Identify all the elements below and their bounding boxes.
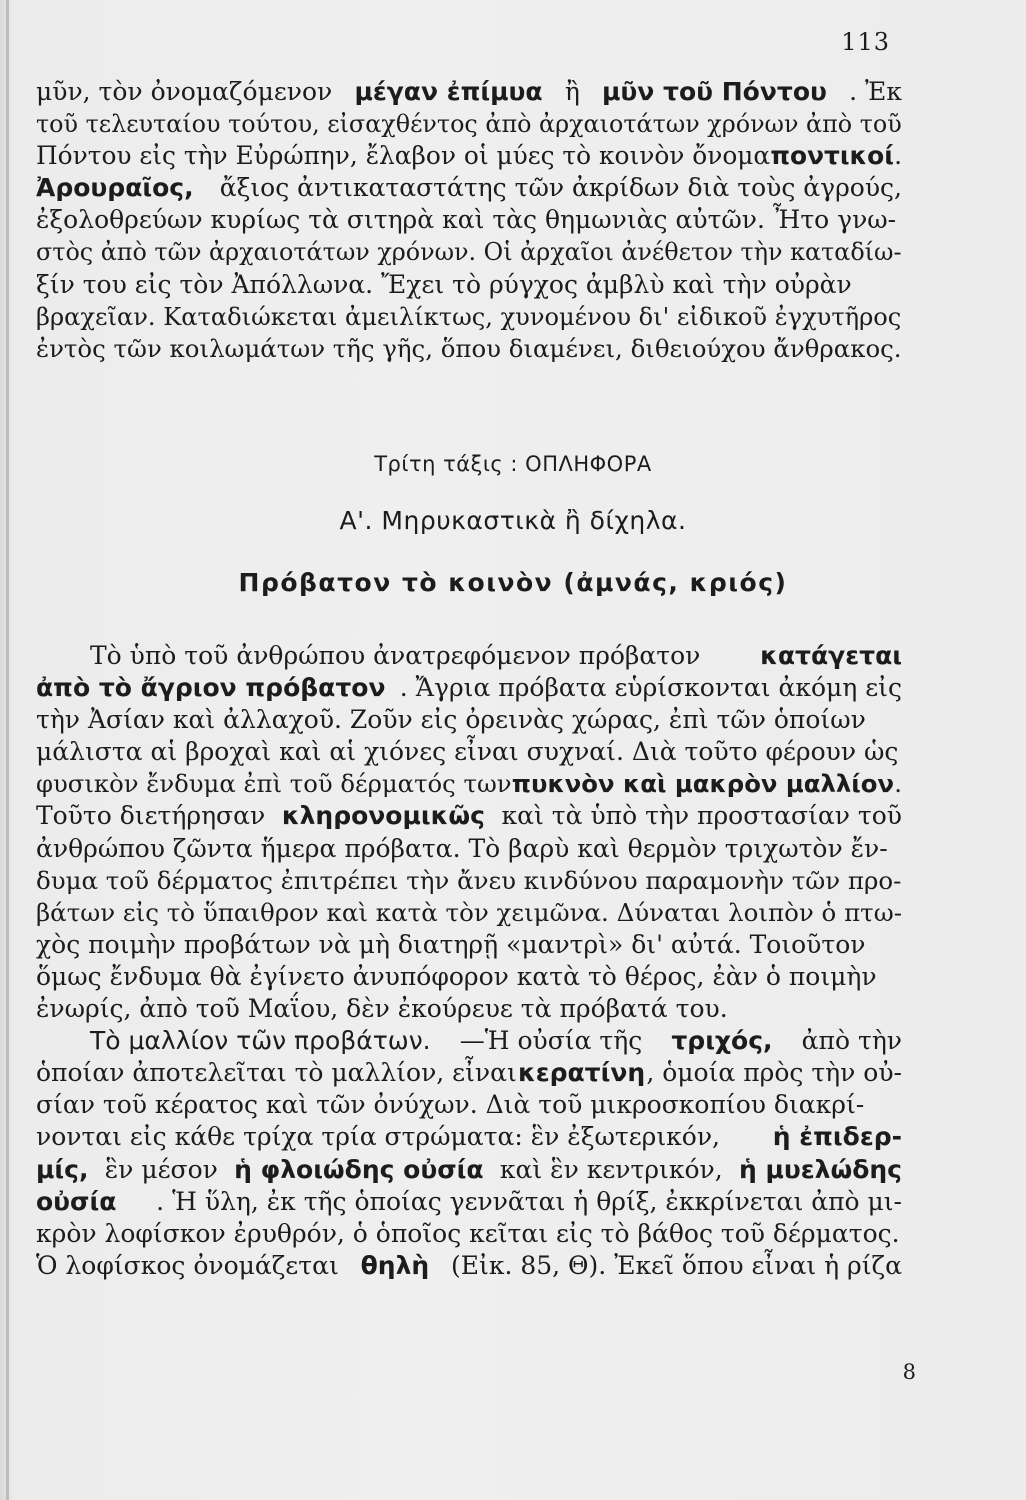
text-line: σίαν τοῦ κέρατος καὶ τῶν ὀνύχων. Διὰ τοῦ μικροσκοπίου διακρί- xyxy=(36,1090,865,1120)
text-line: μῦν, τὸν ὀνομαζόμενον μέγαν ἐπίμυα ἢ μῦν τοῦ Πόντου . Ἐκ xyxy=(36,77,902,106)
text-line: στὸς ἀπὸ τῶν ἀρχαιοτάτων χρόνων. Οἱ ἀρχαῖοι ἀνέθετον τὴν καταδίω- xyxy=(36,238,902,267)
text-line: μίς, ἓν μέσον ἡ φλοιώδης οὐσία καὶ ἓν κεντρικόν, ἡ μυελώδης xyxy=(36,1154,902,1184)
text-line: ἀπὸ τὸ ἄγριον πρόβατον . Ἄγρια πρόβατα εὑρίσκονται ἀκόμη εἰς xyxy=(36,673,902,703)
group-heading: Α'. Μηρυκαστικὰ ἢ δίχηλα. xyxy=(339,506,687,535)
signature-mark: 8 xyxy=(902,1360,916,1384)
paragraph-sheep xyxy=(36,640,902,1282)
paragraph-mice xyxy=(36,76,902,365)
text-line: Τὸ ὑπὸ τοῦ ἀνθρώπου ἀνατρεφόμενον πρόβατον κατάγεται xyxy=(90,641,902,670)
text-line: βάτων εἰς τὸ ὕπαιθρον καὶ κατὰ τὸν χειμῶνα. Δύναται λοιπὸν ὁ πτω- xyxy=(36,897,902,927)
text-line: ἐξολοθρεύων κυρίως τὰ σιτηρὰ καὶ τὰς θημωνιὰς αὐτῶν. Ἦτο γνω- xyxy=(36,205,897,235)
species-heading: Πρόβατον τὸ κοινὸν (ἀμνάς, κριός) xyxy=(238,568,788,597)
text-line: κρὸν λοφίσκον ἐρυθρόν, ὁ ὁποῖος κεῖται εἰς τὸ βάθος τοῦ δέρματος. xyxy=(36,1218,900,1248)
text-line: μάλιστα αἱ βροχαὶ καὶ αἱ χιόνες εἶναι συχναί. Διὰ τοῦτο φέρουν ὡς xyxy=(36,737,899,767)
text-line: χὸς ποιμὴν προβάτων νὰ μὴ διατηρῇ «μαντρὶ» δι' αὐτά. Τοιοῦτον xyxy=(36,929,866,959)
text-line: ξίν του εἰς τὸν Ἀπόλλωνα. Ἔχει τὸ ρύγχος ἀμβλὺ καὶ τὴν οὐρὰν xyxy=(36,269,852,299)
text-line: ἐντὸς τῶν κοιλωμάτων τῆς γῆς, ὅπου διαμένει, διθειούχου ἄνθρακος. xyxy=(36,333,902,363)
order-heading: Τρίτη τάξις : ΟΠΛΗΦΟΡΑ xyxy=(374,452,652,476)
text-line: ἀνθρώπου ζῶντα ἥμερα πρόβατα. Τὸ βαρὺ καὶ θερμὸν τριχωτὸν ἔν- xyxy=(36,833,888,863)
text-line: φυσικὸν ἔνδυμα ἐπὶ τοῦ δέρματός των πυκνὸν καὶ μακρὸν μαλλίον . xyxy=(36,769,902,799)
text-line: Ὁ λοφίσκος ὀνομάζεται θηλὴ (Εἰκ. 85, Θ). Ἐκεῖ ὅπου εἶναι ἡ ρίζα xyxy=(36,1250,902,1280)
text-line: βραχεῖαν. Καταδιώκεται ἀμειλίκτως, χυνομένου δι' εἰδικοῦ ἐγχυτῆρος xyxy=(36,302,902,331)
text-line: ἐνωρίς, ἀπὸ τοῦ Μαΐου, δὲν ἐκούρευε τὰ πρόβατά του. xyxy=(36,994,728,1024)
text-line: νονται εἰς κάθε τρίχα τρία στρώματα: ἓν ἐξωτερικόν, ἡ ἐπιδερ- xyxy=(36,1122,902,1152)
text-line: ὁποίαν ἀποτελεῖται τὸ μαλλίον, εἶναι κερατίνη , ὁμοία πρὸς τὴν οὐ- xyxy=(36,1058,902,1088)
text-line: τοῦ τελευταίου τούτου, εἰσαχθέντος ἀπὸ ἀρχαιοτάτων χρόνων ἀπὸ τοῦ xyxy=(36,110,902,139)
text-line: οὐσία . Ἡ ὕλη, ἐκ τῆς ὁποίας γεννᾶται ἡ θρίξ, ἐκκρίνεται ἀπὸ μι- xyxy=(36,1186,902,1216)
text-line: Ἀρουραῖος, ἄξιος ἀντικαταστάτης τῶν ἀκρίδων διὰ τοὺς ἀγρούς, xyxy=(36,173,902,203)
text-line: ὅμως ἔνδυμα θὰ ἐγίνετο ἀνυπόφορον κατὰ τὸ θέρος, ἐὰν ὁ ποιμὴν xyxy=(36,961,877,991)
text-line: Πόντου εἰς τὴν Εὐρώπην, ἔλαβον οἱ μύες τὸ κοινὸν ὄνομα ποντικοί . xyxy=(36,141,902,171)
text-line: Τὸ μαλλίον τῶν προβάτων. —Ἡ οὐσία τῆς τριχός, ἀπὸ τὴν xyxy=(90,1026,902,1056)
page-number: 113 xyxy=(841,28,890,56)
text-line: Τοῦτο διετήρησαν κληρονομικῶς καὶ τὰ ὑπὸ τὴν προστασίαν τοῦ xyxy=(36,801,902,831)
page-spine-shadow xyxy=(6,0,9,1500)
text-line: δυμα τοῦ δέρματος ἐπιτρέπει τὴν ἄνευ κινδύνου παραμονὴν τῶν προ- xyxy=(36,865,902,895)
text-line: τὴν Ἀσίαν καὶ ἀλλαχοῦ. Ζοῦν εἰς ὀρεινὰς χώρας, ἐπὶ τῶν ὁποίων xyxy=(36,705,866,735)
